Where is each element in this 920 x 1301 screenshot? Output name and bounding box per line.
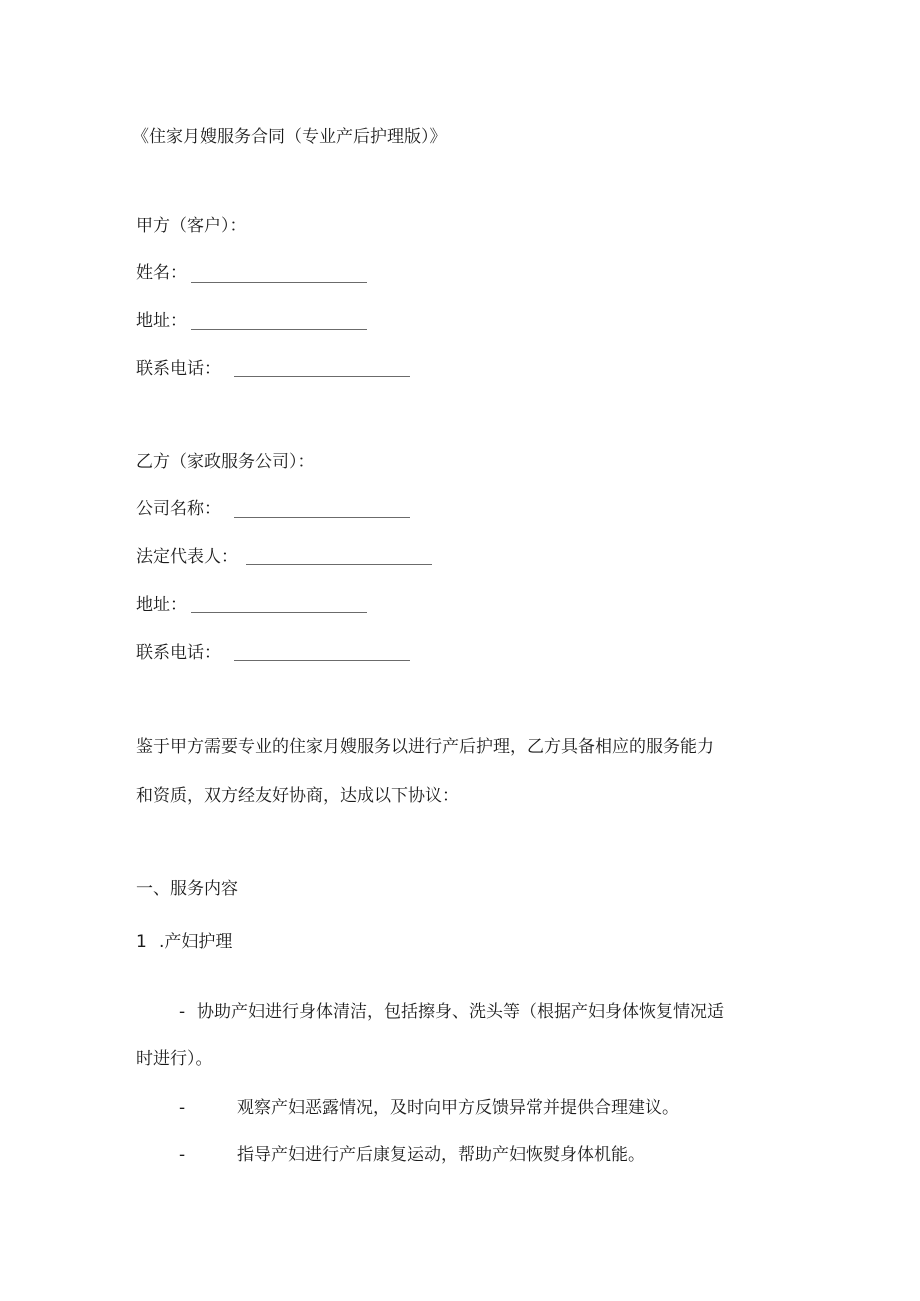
item-2-dash: - [179,1098,186,1118]
party-a-address-label: 地址： [136,311,187,331]
party-a-phone-label: 联系电话： [136,359,221,379]
party-a-name-blank[interactable] [191,282,367,283]
party-a-phone-blank[interactable] [234,376,410,377]
party-b-heading: 乙方（家政服务公司）： [136,452,315,472]
party-b-company-label: 公司名称： [136,499,221,519]
preamble-line-2: 和资质，双方经友好协商，达成以下协议： [136,786,459,806]
party-b-phone-blank[interactable] [234,660,410,661]
party-b-representative-blank[interactable] [246,564,432,565]
party-b-address-blank[interactable] [191,612,367,613]
item-2-text: 观察产妇恶露情况，及时向甲方反馈异常并提供合理建议。 [237,1098,679,1118]
party-b-address-label: 地址： [136,595,187,615]
party-a-address-blank[interactable] [191,329,367,330]
item-1-line-2: 时进行）。 [136,1049,213,1069]
subsection-1-number: 1 [136,932,147,952]
party-b-company-blank[interactable] [234,517,410,518]
item-1-line-1: 协助产妇进行身体清洁，包括擦身、洗头等（根据产妇身体恢复情况适 [197,1002,724,1022]
party-b-phone-label: 联系电话： [136,643,221,663]
party-a-name-label: 姓名： [136,263,187,283]
party-a-heading: 甲方（客户）： [136,216,247,236]
item-3-text: 指导产妇进行产后康复运动，帮助产妇恢熨身体机能。 [237,1145,645,1165]
party-b-representative-label: 法定代表人： [136,547,238,567]
section-1-heading: 一、服务内容 [136,879,238,899]
document-title: 《住家月嫂服务合同（专业产后护理版）》 [132,127,447,147]
preamble-line-1: 鉴于甲方需要专业的住家月嫂服务以进行产后护理，乙方具备相应的服务能力 [136,737,714,757]
subsection-1-title: .产妇护理 [159,932,233,952]
item-3-dash: - [179,1145,186,1165]
item-1-dash: - [179,1002,186,1022]
